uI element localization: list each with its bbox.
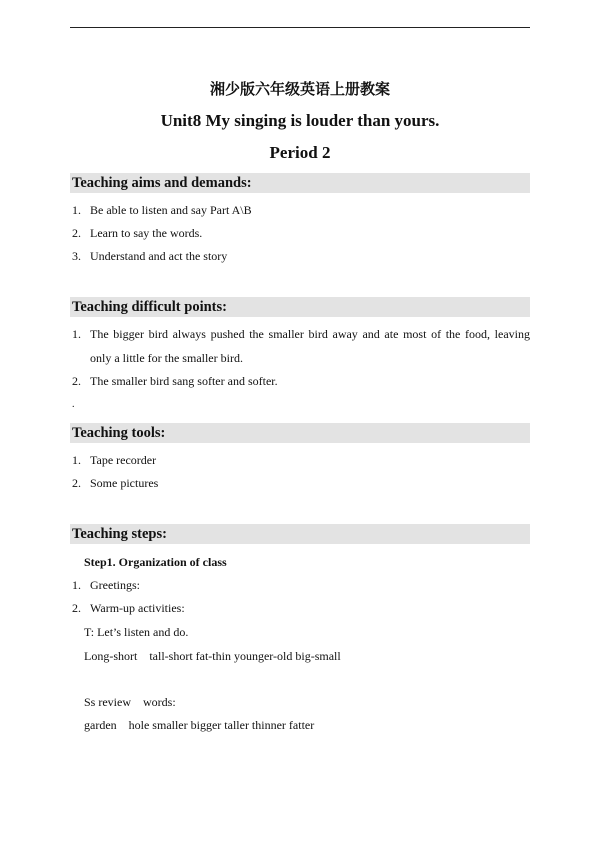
review-line: Ss review words: [84, 695, 176, 709]
list-text: Some pictures [90, 476, 159, 490]
list-number: 2. [72, 601, 81, 615]
list-number: 2. [72, 226, 81, 240]
list-text: Learn to say the words. [90, 226, 203, 240]
section-heading-tools-label: Teaching tools: [72, 425, 166, 441]
section-heading-difficult-label: Teaching difficult points: [72, 299, 227, 315]
header-rule [70, 27, 530, 28]
teacher-line: T: Let’s listen and do. [84, 625, 189, 639]
section-heading-aims [70, 173, 530, 193]
list-number: 1. [72, 578, 81, 592]
section-heading-aims-label: Teaching aims and demands: [72, 175, 252, 191]
list-number: 3. [72, 249, 81, 263]
stray-mark: . [72, 399, 75, 410]
words-line: garden hole smaller bigger taller thinner fatter [84, 718, 315, 732]
list-number: 1. [72, 327, 81, 341]
word-pairs-line: Long-short tall-short fat-thin younger-old big-small [84, 649, 341, 663]
list-text: The smaller bird sang softer and softer. [90, 374, 278, 388]
list-number: 1. [72, 203, 81, 217]
list-text: Be able to listen and say Part A\B [90, 203, 252, 217]
list-text: Warm-up activities: [90, 601, 185, 615]
section-heading-tools [70, 423, 530, 443]
step-title: Step1. Organization of class [84, 555, 227, 569]
list-text: The bigger bird always pushed the smaller bird away and ate most of the food, leaving [90, 327, 530, 341]
document-title-chinese: 湘少版六年级英语上册教案 [209, 80, 390, 98]
list-number: 2. [72, 374, 81, 388]
section-heading-steps [70, 524, 530, 544]
unit-title: Unit8 My singing is louder than yours. [160, 111, 440, 130]
section-heading-difficult [70, 297, 530, 317]
period-title: Period 2 [269, 143, 331, 162]
section-heading-steps-label: Teaching steps: [72, 526, 167, 542]
list-text: Tape recorder [90, 453, 157, 467]
list-number: 2. [72, 476, 81, 490]
list-number: 1. [72, 453, 81, 467]
list-text: Greetings: [90, 578, 140, 592]
list-text-continuation: only a little for the smaller bird. [90, 351, 243, 365]
list-text: Understand and act the story [90, 249, 228, 263]
